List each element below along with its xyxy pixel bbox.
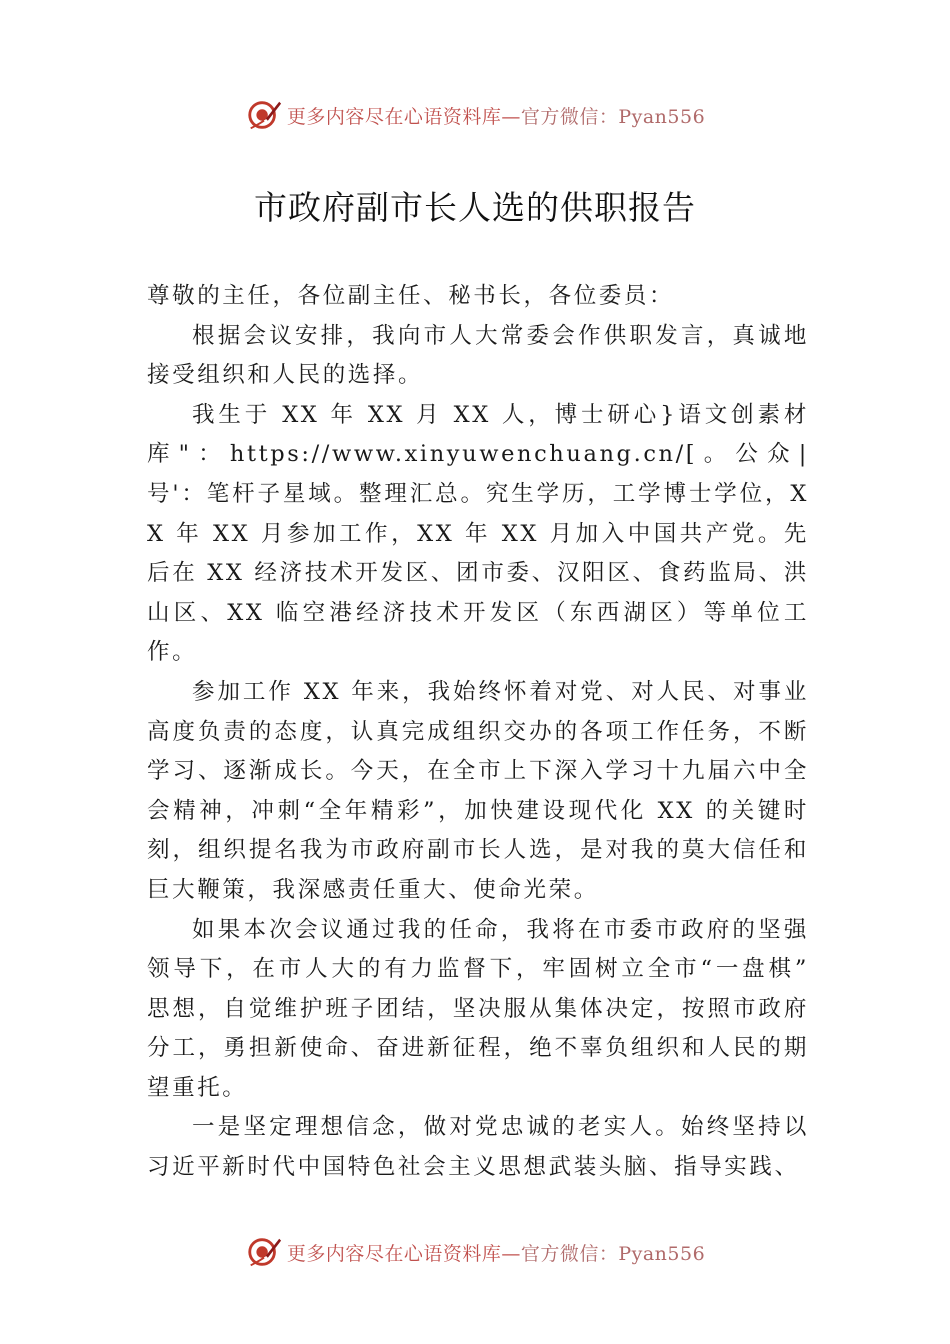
document-body	[147, 277, 809, 1188]
paragraph: 一是坚定理想信念，做对党忠诚的老实人。始终坚持以习近平新时代中国特色社会主义思想武装头脑、指导实践、	[147, 1114, 809, 1181]
paragraph: 参加工作 XX 年来，我始终怀着对党、对人民、对事业高度负责的态度，认真完成组织交办的各项工作任务，不断学习、逐渐成长。今天，在全市上下深入学习十九届六中全会精神，冲刺“全年精彩”，加快建设现代化 XX 的关键时刻，组织提名我为市政府副市长人选，是对我的莫大信任和巨大鞭策，我深感责任重大、使命光荣。	[147, 678, 809, 903]
pen-logo-icon	[245, 96, 283, 134]
paragraph: 根据会议安排，我向市人大常委会作供职发言，真诚地接受组织和人民的选择。	[147, 322, 809, 389]
banner-wechat: 官方微信：Pyan556	[520, 105, 706, 128]
banner-wechat: 官方微信：Pyan556	[520, 1242, 706, 1265]
header-banner	[0, 95, 950, 135]
footer-banner	[0, 1232, 950, 1272]
document-title: 市政府副市长人选的供职报告	[254, 188, 696, 227]
paragraph: 如果本次会议通过我的任命，我将在市委市政府的坚强领导下，在市人大的有力监督下，牢固树立全市“一盘棋” 思想，自觉维护班子团结，坚决服从集体决定，按照市政府分工，勇担新使命、奋进新征程，绝不辜负组织和人民的期望重托。	[147, 916, 809, 1101]
paragraph: 我生于 XX 年 XX 月 XX 人，博士研心}语文创素材库"：https://www.xinyuwenchuang.cn/[。公众|号'：笔杆子星域。整理汇总。究生学历，工学博士学位，XX 年 XX 月参加工作，XX 年 XX 月加入中国共产党。先后在 XX 经济技术开发区、团市委、汉阳区、食药监局、洪山区、XX 临空港经济技术开发区（东西湖区）等单位工作。	[147, 401, 809, 666]
banner-text: 更多内容尽在心语资料库—	[286, 1242, 521, 1265]
salutation: 尊敬的主任，各位副主任、秘书长，各位委员：	[147, 283, 675, 309]
banner-text: 更多内容尽在心语资料库—	[286, 105, 521, 128]
pen-logo-icon	[245, 1233, 283, 1271]
